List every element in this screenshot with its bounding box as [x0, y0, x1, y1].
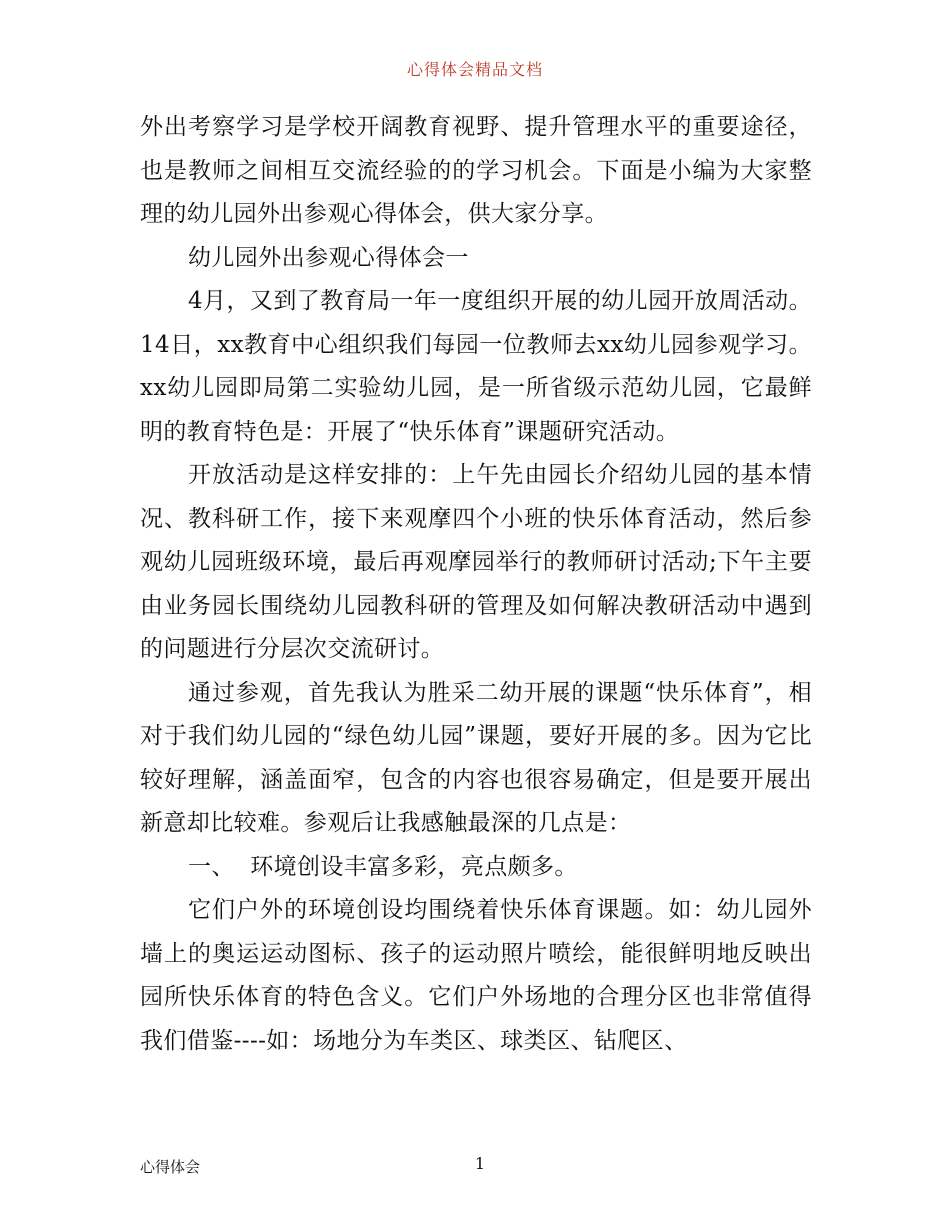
intro-paragraph: 外出考察学习是学校开阔教育视野、提升管理水平的重要途径，也是教师之间相互交流经验的的学习机会。下面是小编为大家整理的幼儿园外出参观心得体会，供大家分享。 [140, 114, 812, 227]
body-paragraph: 4月，又到了教育局一年一度组织开展的幼儿园开放周活动。14日，xx教育中心组织我们每园一位教师去xx幼儿园参观学习。xx幼儿园即局第二实验幼儿园，是一所省级示范幼儿园，它最鲜明的教育特色是：开展了“快乐体育”课题研究活动。 [140, 288, 812, 445]
footer-label: 心得体会 [140, 1158, 201, 1176]
section-heading: 幼儿园外出参观心得体会一 [188, 244, 469, 271]
body-paragraph: 它们户外的环境创设均围绕着快乐体育课题。如：幼儿园外墙上的奥运运动图标、孩子的运动照片喷绘，能很鲜明地反映出园所快乐体育的特色含义。它们户外场地的合理分区也非常值得我们借鉴----如：场地分为车类区、球类区、钻爬区、 [140, 897, 812, 1054]
body-paragraph: 通过参观，首先我认为胜采二幼开展的课题“快乐体育”，相对于我们幼儿园的“绿色幼儿园”课题，要好开展的多。因为它比较好理解，涵盖面窄，包含的内容也很容易确定，但是要开展出新意却比较难。参观后让我感触最深的几点是： [140, 679, 812, 836]
body-paragraph: 开放活动是这样安排的：上午先由园长介绍幼儿园的基本情况、教科研工作，接下来观摩四个小班的快乐体育活动，然后参观幼儿园班级环境，最后再观摩园举行的教师研讨活动;下午主要由业务园长围绕幼儿园教科研的管理及如何解决教研活动中遇到的问题进行分层次交流研讨。 [140, 462, 812, 662]
document-header-title: 心得体会精品文档 [406, 60, 543, 79]
page-number: 1 [474, 1154, 486, 1173]
list-heading: 一、 环境创设丰富多彩，亮点颇多。 [188, 853, 578, 880]
document-body [140, 106, 812, 1063]
